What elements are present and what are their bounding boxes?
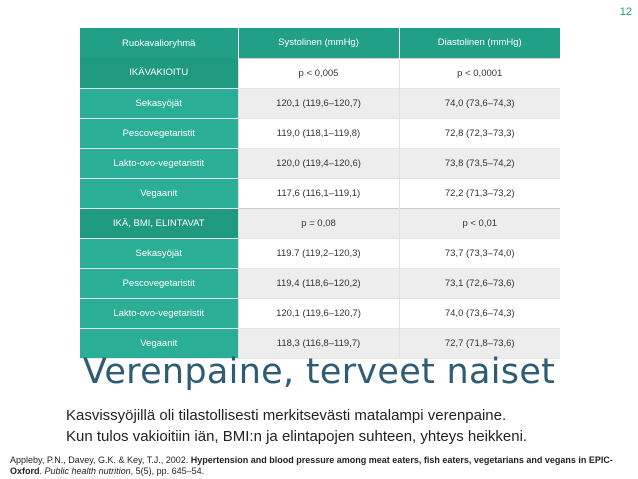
- systolic-value: 119,0 (118,1–119,8): [238, 118, 399, 148]
- systolic-value: 117,6 (116,1–119,1): [238, 178, 399, 208]
- diastolic-value: p < 0,01: [399, 208, 560, 238]
- diastolic-value: 72,8 (72,3–73,3): [399, 118, 560, 148]
- diastolic-value: 74,0 (73,6–74,3): [399, 88, 560, 118]
- table-header-row: [80, 28, 560, 58]
- slide-title: Verenpaine, terveet naiset: [82, 352, 556, 392]
- diastolic-value: 73,8 (73,5–74,2): [399, 148, 560, 178]
- row-label: IKÄ, BMI, ELINTAVAT: [80, 208, 238, 238]
- row-label: Lakto-ovo-vegetaristit: [80, 298, 238, 328]
- reference-pages: , 5(5), pp. 645–54.: [130, 466, 205, 476]
- header-diet-group: Ruokavalioryhmä: [80, 28, 238, 58]
- diastolic-value: p < 0,0001: [399, 58, 560, 88]
- diastolic-value: 72,2 (71,3–73,2): [399, 178, 560, 208]
- summary-line-1: Kasvissyöjillä oli tilastollisesti merkitsevästi matalampi verenpaine.: [66, 407, 507, 424]
- systolic-value: p < 0,005: [238, 58, 399, 88]
- table-section-row: [80, 58, 560, 88]
- row-label: Vegaanit: [80, 328, 238, 358]
- page-number: 12: [619, 6, 632, 18]
- table-row: [80, 238, 560, 268]
- row-label: Lakto-ovo-vegetaristit: [80, 148, 238, 178]
- diastolic-value: 72,7 (71,8–73,6): [399, 328, 560, 358]
- reference-sep: .: [39, 466, 45, 476]
- reference-citation: [10, 455, 630, 477]
- row-label: Sekasyöjät: [80, 238, 238, 268]
- table-body: [80, 58, 560, 358]
- table-row: [80, 298, 560, 328]
- systolic-value: 119.7 (119,2–120,3): [238, 238, 399, 268]
- systolic-value: 119,4 (118,6–120,2): [238, 268, 399, 298]
- blood-pressure-table: [80, 28, 560, 359]
- row-label: Sekasyöjät: [80, 88, 238, 118]
- systolic-value: 120,0 (119,4–120,6): [238, 148, 399, 178]
- row-label: Pescovegetaristit: [80, 268, 238, 298]
- row-label: Pescovegetaristit: [80, 118, 238, 148]
- summary-line-2: Kun tulos vakioitiin iän, BMI:n ja elintapojen suhteen, yhteys heikkeni.: [66, 428, 528, 445]
- reference-journal: Public health nutrition: [44, 466, 131, 476]
- diastolic-value: 73,1 (72,6–73,6): [399, 268, 560, 298]
- systolic-value: 118,3 (116,8–119,7): [238, 328, 399, 358]
- systolic-value: 120,1 (119,6–120,7): [238, 298, 399, 328]
- reference-title: Hypertension and blood pressure among meat eaters, fish eaters, vegetarians and vegans in EPIC-Oxford: [10, 455, 613, 476]
- systolic-value: 120,1 (119,6–120,7): [238, 88, 399, 118]
- row-label: IKÄVAKIOITU: [80, 58, 238, 88]
- table-section-row: [80, 208, 560, 238]
- table-row: [80, 268, 560, 298]
- table-row: [80, 178, 560, 208]
- row-label: Vegaanit: [80, 178, 238, 208]
- header-systolic: Systolinen (mmHg): [238, 28, 399, 58]
- diastolic-value: 74,0 (73,6–74,3): [399, 298, 560, 328]
- table-row: [80, 88, 560, 118]
- summary-text: [66, 405, 626, 447]
- systolic-value: p = 0,08: [238, 208, 399, 238]
- reference-authors: Appleby, P.N., Davey, G.K. & Key, T.J., 2002.: [10, 455, 191, 465]
- header-diastolic: Diastolinen (mmHg): [399, 28, 560, 58]
- table-row: [80, 148, 560, 178]
- table-row: [80, 118, 560, 148]
- diastolic-value: 73,7 (73,3–74,0): [399, 238, 560, 268]
